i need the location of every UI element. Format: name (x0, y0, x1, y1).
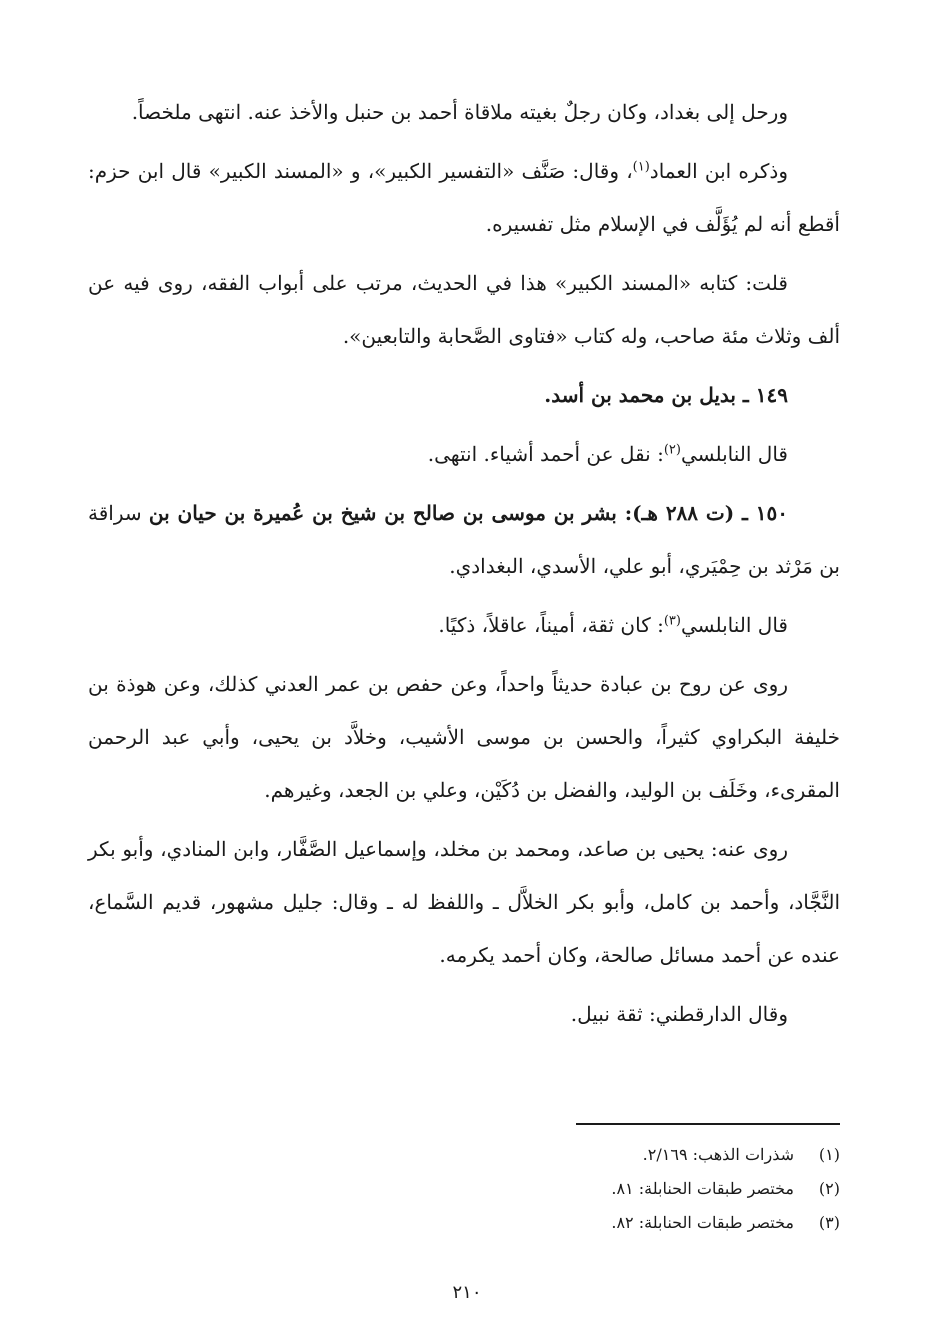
paragraph-nabulsi-1 (88, 428, 840, 481)
entry-heading-150-rest: سراقة بن مَرْثد بن حِمْيَري، أبو علي، الأسدي، البغدادي. (88, 501, 840, 578)
page-number: ٢١٠ (452, 1282, 482, 1303)
paragraph-text: قال النابلسي (680, 442, 788, 466)
page-body (88, 86, 840, 1047)
footnote-ref-1[interactable]: (١) (632, 159, 650, 175)
footnotes (420, 1138, 840, 1240)
paragraph-text: ، وقال: صَنَّف «التفسير الكبير»، و «المسند الكبير» قال ابن حزم: أقطع أنه لم يُؤَلَّف في الإسلام مثل تفسيره. (88, 159, 840, 236)
paragraph-text: قال النابلسي (680, 613, 788, 637)
footnote-text: مختصر طبقات الحنابلة: ٨١. (611, 1179, 794, 1198)
paragraph-text: وذكره ابن العماد (649, 159, 788, 183)
footnote-ref-2[interactable]: (٢) (663, 442, 681, 458)
footnote-2 (420, 1172, 840, 1206)
paragraph-narrated-from: روى عن روح بن عبادة حديثاً واحداً، وعن حفص بن عمر العدني كذلك، وعن هوذة بن خليفة البكراوي كثيراً، والحسن بن موسى الأشيب، وخلاَّد بن يحيى، وأبي عبد الرحمن المقرىء، وخَلَف بن الوليد، والفضل بن دُكَيْن، وعلي بن الجعد، وغيرهم. (88, 672, 840, 802)
footnote-1 (420, 1138, 840, 1172)
footnote-number: (٢) (818, 1179, 840, 1198)
footnote-ref-3[interactable]: (٣) (663, 613, 681, 629)
paragraph-text: : كان ثقة، أميناً، عاقلاً، ذكيًا. (438, 613, 664, 637)
entry-heading-150 (88, 487, 840, 593)
footnote-divider (576, 1123, 840, 1125)
footnote-number: (١) (818, 1145, 840, 1164)
paragraph-musnad: قلت: كتابه «المسند الكبير» هذا في الحديث، مرتب على أبواب الفقه، روى فيه عن ألف وثلاث مئة صاحب، وله كتاب «فتاوى الصَّحابة والتابعين». (88, 271, 840, 348)
footnote-text: شذرات الذهب: ٢/١٦٩. (642, 1145, 794, 1164)
paragraph-travel: ورحل إلى بغداد، وكان رجلٌ بغيته ملاقاة أحمد بن حنبل والأخذ عنه. انتهى ملخصاً. (131, 100, 788, 124)
footnote-text: مختصر طبقات الحنابلة: ٨٢. (611, 1213, 794, 1232)
entry-heading-149: ١٤٩ ـ بديل بن محمد بن أسد. (544, 383, 788, 407)
paragraph-text: : نقل عن أحمد أشياء. انتهى. (427, 442, 664, 466)
entry-heading-150-bold: ١٥٠ ـ (ت ٢٨٨ هـ): بشر بن موسى بن صالح بن شيخ بن عُميرة بن حيان بن (148, 501, 788, 525)
paragraph-narrated-by: روى عنه: يحيى بن صاعد، ومحمد بن مخلد، وإسماعيل الصَّفَّار، وابن المنادي، وأبو بكر النَّجَّاد، وأحمد بن كامل، وأبو بكر الخلاَّل ـ واللفظ له ـ وقال: جليل مشهور، قديم السَّماع، عنده عن أحمد مسائل صالحة، وكان أحمد يكرمه. (88, 837, 840, 967)
paragraph-ibn-al-imad (88, 145, 840, 251)
paragraph-nabulsi-2 (88, 599, 840, 652)
footnote-3 (420, 1206, 840, 1240)
paragraph-daraqutni: وقال الدارقطني: ثقة نبيل. (570, 1002, 788, 1026)
footnote-number: (٣) (818, 1213, 840, 1232)
